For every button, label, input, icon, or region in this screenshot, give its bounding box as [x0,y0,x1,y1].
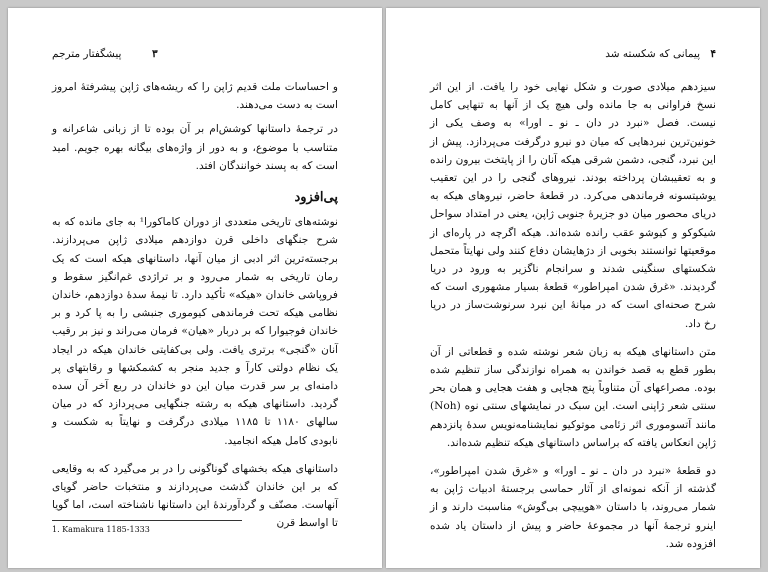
left-running-title: پیشگفتار مترجم [52,48,122,60]
paragraph: متن داستانهای هیکه به زبان شعر نوشته شده و قطعاتی از آن بطور قطع به قصد خواندن به همراه نوازندگی ساز تنظیم شده بوده. مصراعهای آن متناوباً پنج هجایی و هفت هجایی و همان بحر سنتی شعر ژاپنی است. این سبک در نمایشهای سنتی نوه (Noh) مانند آتسوموری اثر زئامی موتوکیو نمایشنامه‌نویس سدهٔ پانزدهم ژاپن انعکاس یافته که براساس داستانهای هیکه تنظیم شده‌اند. [430,345,716,449]
left-page [8,8,382,568]
paragraph: در ترجمهٔ داستانها کوشش‌ام بر آن بوده تا از زبانی شاعرانه و متناسب با موضوع، و به دور از واژه‌های بیگانه بهره جویم. امید است که به پسند خوانندگان افتد. [52,123,338,172]
paragraph: سیزدهم میلادی صورت و شکل نهایی خود را یافت. از این اثر نسخ فراوانی به جا مانده ولی هیچ یک از آنها به تنهایی کامل نیست. فصل «نبرد در دان ـ نو ـ اورا» به وصف یکی از خونین‌ترین نبردهایی که میان دو نیرو درگرفت می‌پردازد. پیش از این نبرد، گنجی، دشمن شرقی هیکه آنان را از پایتخت بیرون رانده و به تعقیبشان پرداخته بودند. نیروهای گنجی را در این تعقیب یوشیتسونه فرماندهی می‌کرد. در قطعهٔ حاضر، نیروهای هیکه به دریای محصور میان دو جزیرهٔ جنوبی ژاپن، یعنی در امتداد سواحل شیکوکو و کیوشو عقب رانده شده‌اند. هیکه اگرچه در پاره‌ای از موقعیتها توانستند بخوبی از دژهایشان دفاع کنند ولی نهایتاً متحمل شکستهای سنگینی شدند و سرانجام ناگزیر به ورود در دریا گردیدند. «غرق شدن امپراطور» قطعهٔ بسیار مشهوری است که شرح صحنه‌ای است که در میانهٔ این نبرد سرنوشت‌ساز در دریا رخ داد. [430,81,716,330]
paragraph: و احساسات ملت قدیم ژاپن را که ریشه‌های ژاپن پیشرفتهٔ امروز است به دست می‌دهند. [52,81,338,112]
right-running-title: پیمانی که شکسته شد [605,48,700,60]
left-page-header [52,48,338,64]
paragraph: داستانهای هیکه بخشهای گوناگونی را در بر می‌گیرد که به وقایعی که بر این خاندان گذشت می‌پردازند و منتخبات حاضر گویای آنهاست. مصنّف و گردآورندهٔ این داستانها ناشناخته است، اما گویا تا اواسط قرن [52,462,338,530]
right-page-header [430,48,716,64]
footnote-divider [52,520,242,521]
right-page [386,8,760,568]
book-spread [8,8,760,568]
paragraph: نوشته‌های تاریخی متعددی از دوران کاماکورا¹ به جای مانده که به شرح جنگهای داخلی قرن دوازدهم میلادی ژاپن می‌پردازند. برجسته‌ترین اثر ادبی از میان آنها، داستانهای هیکه است که یک رمان تاریخی به شمار می‌رود و بر تراژدی غم‌انگیز سقوط و فروپاشی خاندان «هیکه» تأکید دارد. تا نیمهٔ سدهٔ دوازدهم، خاندان نظامی هیکه تحت فرماندهی کیوموری جنبشی را به پا کرد و بر خاندان فوجیوارا که بر دربار «هیان» فرمان می‌راند و نیز بر رقیب آنان «گنجی» برتری یافت. ولی بی‌کفایتی خاندان هیکه در ایجاد یک نظام دولتی کارآ و جدید منجر به کشمکشها و رقابتهای پر دامنه‌ای بر سر قدرت میان این دو خاندان در ربع آخر آن سده گردید. داستانهای هیکه به رشته جنگهایی می‌پردازد که در میان سالهای ۱۱۸۰ تا ۱۱۸۵ میلادی درگرفت و نهایتاً به شکست و نابودی کامل هیکه انجامید. [52,216,339,447]
right-page-number: ۴ [710,48,716,60]
left-page-number: ۳ [152,48,158,60]
right-page-body [430,78,716,559]
section-title: پی‌افزود [294,190,338,206]
left-page-body [52,78,338,539]
footnote: 1. Kamakura 1185-1333 [52,525,150,534]
paragraph: دو قطعهٔ «نبرد در دان ـ نو ـ اورا» و «غرق شدن امپراطور»، گذشته از آنکه نمونه‌ای از آثار حماسی برجستهٔ ادبیات ژاپن به شمار می‌روند، با داستان «هوییچی بی‌گوش» مناسبت دارند و از اینرو ترجمهٔ آنها در مجموعهٔ حاضر و پیش از داستان یاد شده افزوده شد. [430,465,716,550]
